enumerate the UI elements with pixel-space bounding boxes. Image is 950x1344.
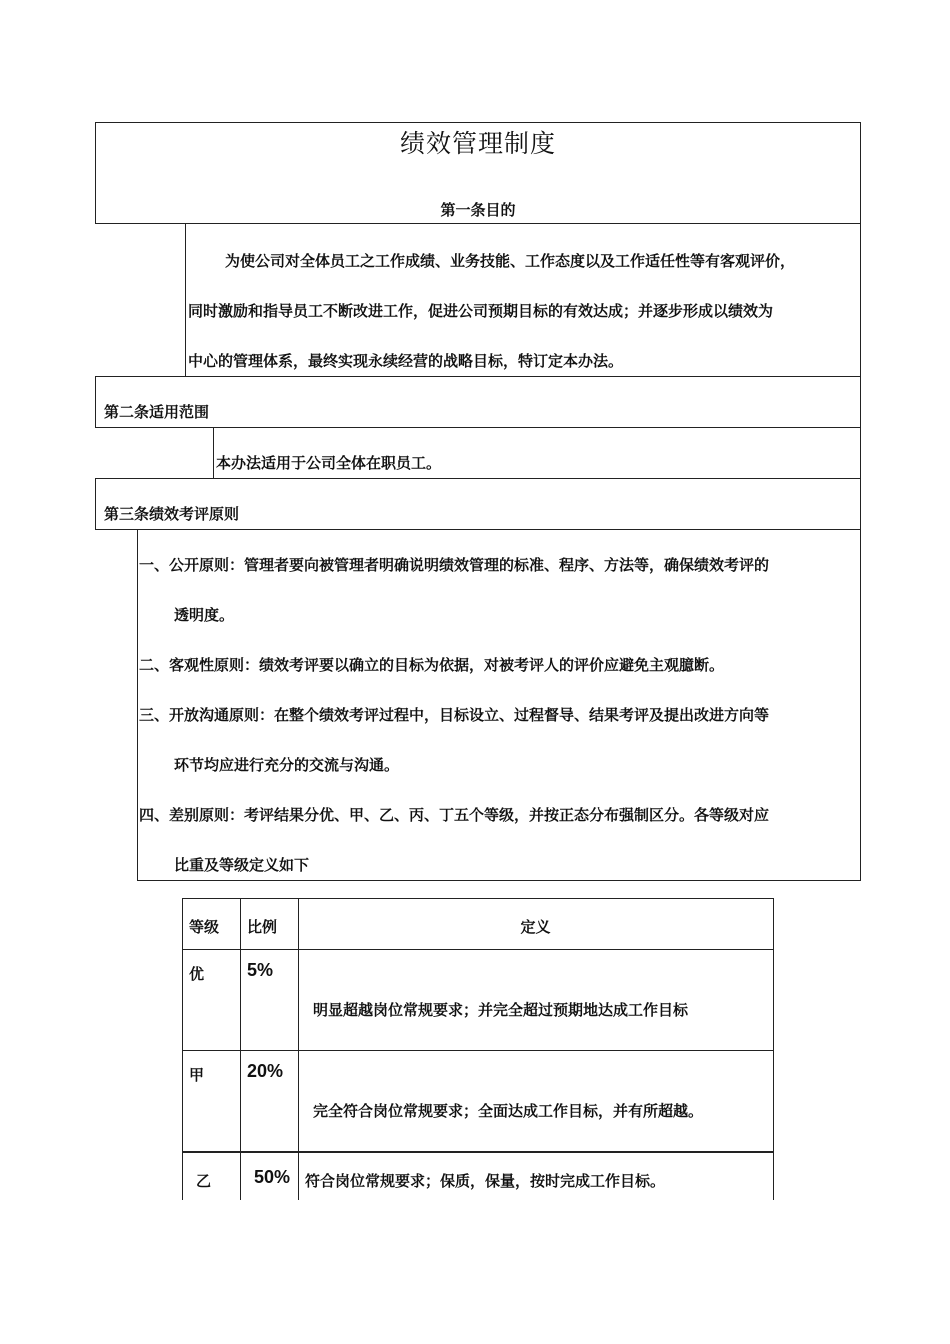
rule-line [95, 122, 861, 123]
definition-cell: 符合岗位常规要求；保质，保量，按时完成工作目标。 [305, 1172, 666, 1190]
principle-item: 四、差别原则：考评结果分优、甲、乙、丙、丁五个等级，并按正态分布强制区分。各等级对应 [139, 806, 770, 824]
principle-item: 三、开放沟通原则：在整个绩效考评过程中，目标设立、过程督导、结果考评及提出改进方向等 [139, 706, 770, 724]
definition-cell: 完全符合岗位常规要求；全面达成工作目标，并有所超越。 [313, 1102, 704, 1120]
rule-line [95, 478, 96, 529]
definition-cell: 明显超越岗位常规要求；并完全超过预期地达成工作目标 [313, 1001, 689, 1019]
principle-item-continued: 环节均应进行充分的交流与沟通。 [174, 756, 400, 774]
page-title: 绩效管理制度 [399, 129, 556, 158]
header-ratio: 比例 [247, 918, 278, 936]
article1-heading: 第一条目的 [440, 201, 516, 219]
article1-line: 同时激励和指导员工不断改进工作，促进公司预期目标的有效达成；并逐步形成以绩效为 [188, 302, 774, 320]
rule-line [95, 529, 861, 530]
rule-line [95, 223, 861, 224]
table-rule [182, 1151, 774, 1153]
table-rule [182, 898, 183, 1200]
rule-line [860, 223, 861, 376]
table-rule [182, 898, 774, 899]
article1-line: 中心的管理体系，最终实现永续经营的战略目标，特订定本办法。 [188, 352, 624, 370]
rule-line [95, 376, 96, 427]
rule-line [137, 529, 138, 881]
principle-item: 一、公开原则：管理者要向被管理者明确说明绩效管理的标准、程序、方法等，确保绩效考评的 [139, 556, 770, 574]
article2-heading: 第二条适用范围 [104, 403, 210, 421]
rule-line [95, 427, 861, 428]
rule-line [95, 376, 861, 377]
grade-cell: 乙 [196, 1172, 212, 1190]
ratio-cell: 50% [254, 1167, 291, 1187]
principle-item-continued: 透明度。 [174, 606, 235, 624]
rule-line [95, 478, 861, 479]
rule-line [137, 880, 861, 881]
table-rule [182, 949, 774, 950]
table-rule [773, 898, 774, 1200]
article3-heading: 第三条绩效考评原则 [104, 505, 240, 523]
ratio-cell: 20% [247, 1061, 284, 1081]
principle-item: 二、客观性原则：绩效考评要以确立的目标为依据，对被考评人的评价应避免主观臆断。 [139, 656, 725, 674]
table-rule [240, 898, 241, 1200]
rule-line [860, 478, 861, 881]
table-rule [182, 1050, 774, 1051]
rule-line [185, 223, 186, 376]
grade-cell: 优 [189, 965, 205, 983]
header-definition: 定义 [520, 918, 551, 936]
article1-line: 为使公司对全体员工之工作成绩、业务技能、工作态度以及工作适任性等有客观评价， [225, 252, 796, 270]
header-grade: 等级 [189, 918, 220, 936]
grade-cell: 甲 [189, 1066, 205, 1084]
rule-line [213, 427, 214, 478]
principle-item-continued: 比重及等级定义如下 [174, 856, 310, 874]
table-rule [298, 898, 299, 1200]
ratio-cell: 5% [247, 960, 274, 980]
article2-body: 本办法适用于公司全体在职员工。 [216, 454, 442, 472]
